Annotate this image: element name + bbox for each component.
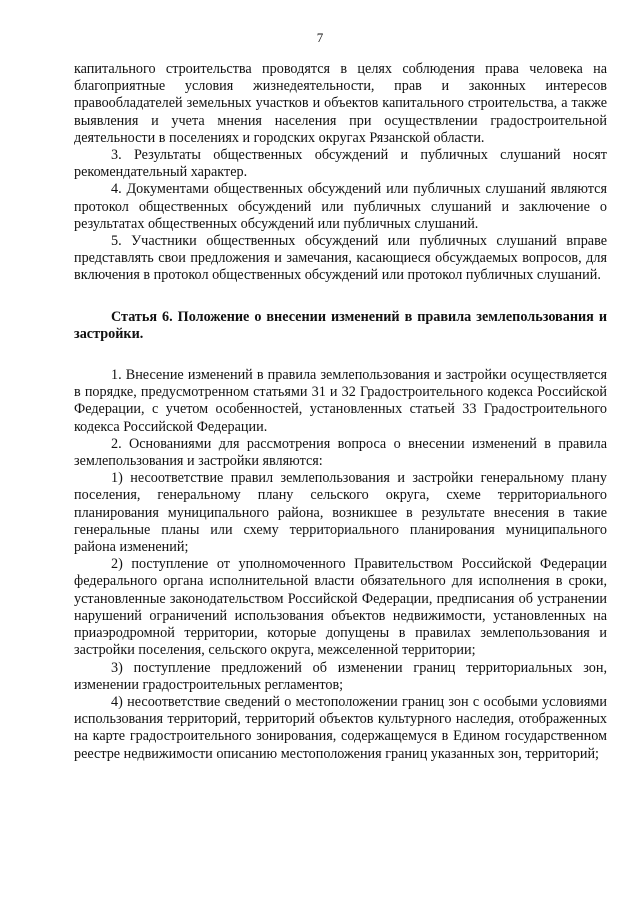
page-number: 7 (316, 30, 324, 45)
paragraphs-before (74, 61, 607, 285)
paragraph: 4. Документами общественных обсуждений или публичных слушаний являются протокол общественных обсуждений или публичных слушаний и заключение о результатах общественных обсуждений или публичных слушаний. (74, 181, 607, 232)
article-heading: Статья 6. Положение о внесении изменений в правила землепользования и застройки. (74, 308, 607, 342)
paragraph: 1) несоответствие правил землепользования и застройки генеральному плану поселения, генеральному плану сельского округа, схеме территориального планирования муниципального района, возникшее в результате внесения в такие генеральные планы или схему территориального планирования муниципального района изменений; (74, 470, 607, 556)
paragraph: 2) поступление от уполномоченного Правительством Российской Федерации федерального органа исполнительной власти обязательного для исполнения в сроки, установленные законодательством Российской Федерации, предписания об устранении нарушений ограничений использования объектов недвижимости, установленных на приаэродромной территории, которые допущены в правилах землепользования и застройки поселения, сельского округа, межселенной территории; (74, 556, 607, 659)
paragraph: 3. Результаты общественных обсуждений и публичных слушаний носят рекомендательный характер. (74, 147, 607, 181)
paragraph: капитального строительства проводятся в целях соблюдения права человека на благоприятные условия жизнедеятельности, прав и законных интересов правообладателей земельных участков и объектов капитального строительства, а также выявления и учета мнения населения при осуществлении градостроительной деятельности в поселениях и городских округах Рязанской области. (74, 61, 607, 146)
paragraph: 5. Участники общественных обсуждений или публичных слушаний вправе представлять свои предложения и замечания, касающиеся обсуждаемых вопросов, для включения в протокол общественных обсуждений или протокол публичных слушаний. (74, 233, 607, 284)
document-body (74, 61, 607, 763)
paragraph: 1. Внесение изменений в правила землепользования и застройки осуществляется в порядке, предусмотренном статьями 31 и 32 Градостроительного кодекса Российской Федерации, с учетом особенностей, установленных статьей 33 Градостроительного кодекса Российской Федерации. (74, 367, 607, 435)
paragraph: 2. Основаниями для рассмотрения вопроса о внесении изменений в правила землепользования и застройки являются: (74, 435, 607, 470)
paragraph: 3) поступление предложений об изменении границ территориальных зон, изменении градостроительных регламентов; (74, 659, 607, 693)
paragraphs-after (74, 367, 607, 763)
paragraph: 4) несоответствие сведений о местоположении границ зон с особыми условиями использования территорий, территорий объектов культурного наследия, отображенных на карте градостроительного зонирования, содержащемуся в Едином государственном реестре недвижимости описанию местоположения границ указанных зон, территорий; (74, 693, 607, 762)
